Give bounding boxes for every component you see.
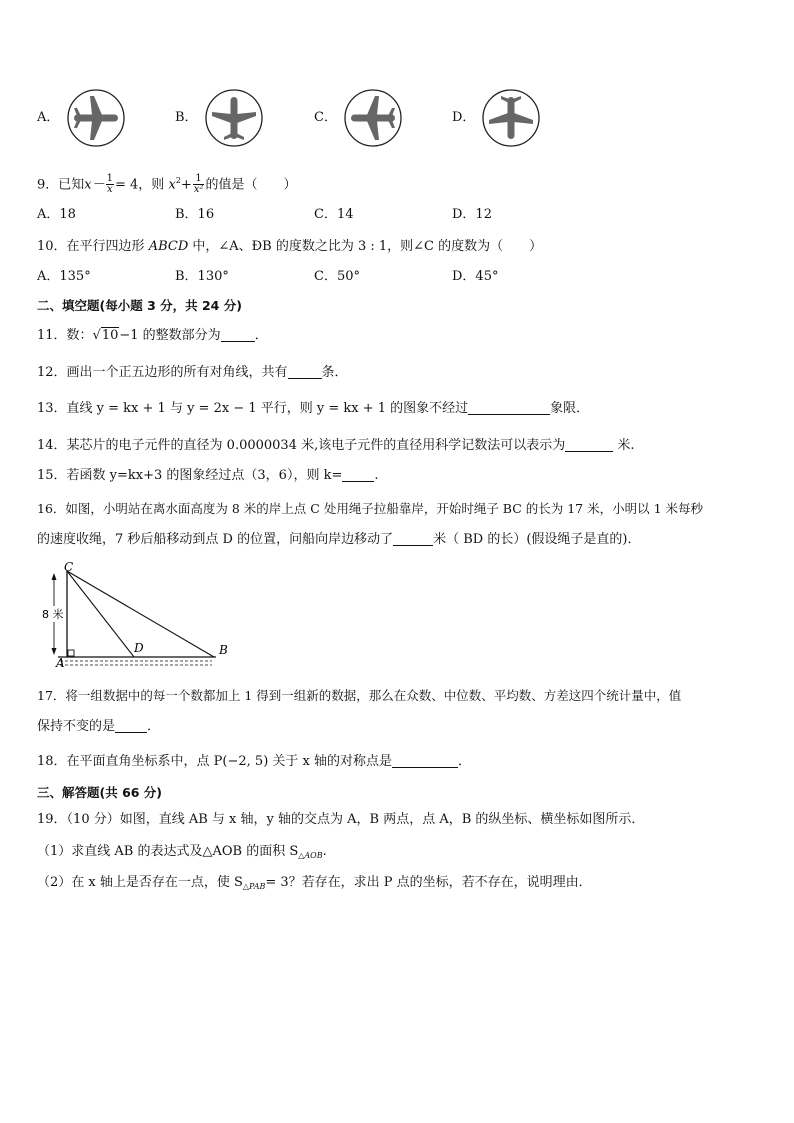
q11: 11．数：√10−1 的整数部分为 ． [37,328,268,343]
arrow-up-icon [52,573,57,580]
q12-post: 条． [321,365,348,380]
q9-stem [37,168,296,198]
q19-p1-post: . [322,844,327,859]
q11-mid: −1 的整数部分为 [119,328,221,343]
q9-cond-post: = 4，则 [115,177,165,193]
q17-line-2 [37,718,160,736]
q9-expr-x: x [168,177,176,193]
q9-frac-2 [193,174,205,195]
section-3-heading: 三、解答题(共 66 分) [37,785,163,800]
point-d-label: D [134,641,144,655]
point-b-label: B [219,643,228,657]
q16-line-2 [37,531,640,549]
q15 [37,467,379,485]
q15-post: . [374,468,379,483]
q10-shape: ABCD [148,239,189,254]
q12 [37,364,348,382]
q10-stem [37,238,542,256]
arrow-down-icon [52,648,57,655]
q18-answer-blank[interactable] [392,753,458,768]
airplane-icon [66,88,126,148]
q16-answer-blank[interactable] [393,531,433,546]
q11-radicand: 10 [101,328,119,343]
airplane-icon [343,88,403,148]
q16-line2-pre: 的速度收绳，7 秒后船移动到点 D 的位置，问船向岸边移动了 [37,532,394,547]
q16-figure [38,561,238,671]
q8-option-d-label: D． [452,110,476,125]
q13-answer-blank[interactable] [468,400,550,415]
q8-option-c-label: C． [314,110,337,125]
q13-pre: 13．直线 y = kx + 1 与 y = 2x − 1 平行，则 y = kx + 1 的图象不经过 [37,401,469,416]
q13 [37,400,589,418]
q14 [37,437,635,455]
q9-frac1-den: x [106,184,113,196]
q8-option-a-label: A． [37,110,60,125]
q9-suffix: 的值是（ ） [205,177,297,193]
airplane-icon [204,88,264,148]
q9-option-b: B．16 [175,207,215,222]
q9-frac-1 [106,174,114,195]
q10-option-c: C．50° [314,269,360,284]
q10-option-d: D．45° [452,269,499,284]
rope-cd [67,571,134,657]
q13-post: 象限． [550,401,590,416]
q16-line2-post: 米（ BD 的长）(假设绳子是直的)． [433,532,641,547]
q9-option-c: C．14 [314,207,354,222]
q16-line-1: 16．如图，小明站在离水面高度为 8 米的岸上点 C 处用绳子拉船靠岸，开始时绳子 BC 的长为 17 米，小明以 1 米每秒 [37,501,703,516]
q17-answer-blank[interactable] [115,718,147,733]
q18 [37,753,471,771]
q9-frac1-num: 1 [106,173,113,185]
q19-p1-pre: （1）求直线 AB 的表达式及△AOB 的面积 S [37,844,299,859]
q12-pre: 12．画出一个正五边形的所有对角线，共有 [37,365,288,380]
q19-part-2 [37,874,592,896]
q15-pre: 15．若函数 y=kx+3 的图象经过点（3，6），则 k= [37,468,343,483]
q19-p2-pre: （2）在 x 轴上是否存在一点，使 S [37,875,243,890]
q9-prefix: 9．已知 [37,177,85,193]
q12-answer-blank[interactable] [288,364,322,379]
q14-pre: 14．某芯片的电子元件的直径为 0.0000034 米,该电子元件的直径用科学记数法可以表示为 [37,438,566,453]
q11-post: ． [254,328,268,343]
q19-p2-sub: △PAB [242,882,266,891]
q8-option-b-label: B． [175,110,198,125]
q19-p2-post: = 3？若存在，求出 P 点的坐标，若不存在，说明理由． [265,875,592,890]
q10-option-a: A．135° [37,269,91,284]
q14-answer-blank[interactable] [565,437,613,452]
q9-cond-pre: x－ [84,177,105,193]
q18-pre: 18．在平面直角坐标系中，点 P(−2, 5) 关于 x 轴的对称点是 [37,754,392,769]
q9-expr-plus: + [180,177,192,193]
q19-stem: 19．（10 分）如图，直线 AB 与 x 轴，y 轴的交点为 A，B 两点，点 A，B 的纵坐标、横坐标如图所示． [37,812,645,827]
q17-line-1: 17．将一组数据中的每一个数都加上 1 得到一组新的数据，那么在众数、中位数、平均数、方差这四个统计量中，值 [37,688,682,703]
point-a-label: A [56,656,65,670]
q17-line2-post: ． [147,719,161,734]
q9-option-d: D．12 [452,207,492,222]
q19-p1-sub: △AOB [298,851,323,860]
q11-pre: 11．数： [37,328,93,343]
q10-text-a: 10．在平行四边形 [37,239,149,254]
q15-answer-blank[interactable] [342,467,374,482]
right-angle-mark [68,650,74,656]
point-c-label: C [64,561,74,574]
q9-frac2-num: 1 [193,174,205,185]
q9-expr-exp: 2 [175,176,181,185]
q14-post: 米. [613,438,635,453]
q10-option-b: B．130° [175,269,229,284]
q9-frac2-den: x² [193,184,204,196]
height-label: 8 米 [42,608,64,621]
q11-answer-blank[interactable] [221,327,255,342]
q18-post: ． [458,754,472,769]
airplane-icon [481,88,541,148]
q10-text-b: 中，∠A、ÐB 的度数之比为 3 : 1，则∠C 的度数为（ ） [188,239,543,254]
section-2-heading: 二、填空题(每小题 3 分，共 24 分) [37,298,242,313]
q17-line2-pre: 保持不变的是 [37,719,116,734]
q9-option-a: A．18 [37,207,76,222]
q19-part-1 [37,843,327,865]
